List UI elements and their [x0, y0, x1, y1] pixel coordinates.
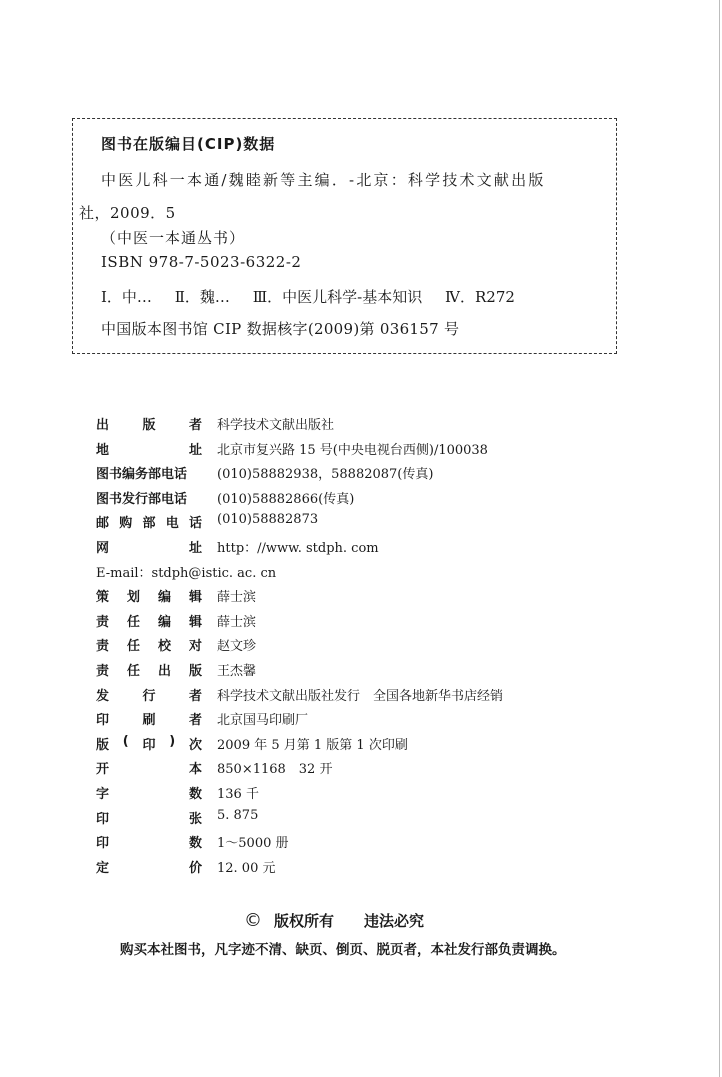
- info-label-char: 次: [188, 737, 202, 753]
- info-label-char: 出: [157, 663, 171, 679]
- info-label: [96, 635, 202, 654]
- cip-classification: [101, 286, 533, 307]
- info-label-char: 辑: [188, 590, 202, 606]
- info-label: [96, 439, 202, 458]
- info-label-char: (: [122, 733, 129, 749]
- cip-title: 图书在版编目(CIP)数据: [101, 135, 276, 153]
- info-label-char: 购: [119, 516, 133, 532]
- info-value: 薛士滨: [217, 614, 257, 630]
- info-label-char: 张: [188, 811, 202, 827]
- info-value: 850×1168 32 开: [217, 762, 333, 778]
- info-label-char: 印: [142, 737, 156, 753]
- info-label: [96, 586, 202, 605]
- info-label-char: 地: [96, 442, 110, 458]
- replacement-notice: 购买本社图书，凡字迹不清、缺页、倒页、脱页者，本社发行部负责调换。: [120, 942, 566, 958]
- info-label-char: 者: [188, 688, 202, 704]
- info-label-char: 印: [96, 713, 110, 729]
- info-value: (010)58882873: [217, 512, 319, 528]
- info-label-char: 电: [165, 516, 179, 532]
- info-label-char: 责: [96, 614, 110, 630]
- info-label-char: 行: [142, 688, 156, 704]
- cip-book-line-cont: 社，2009．5: [79, 204, 176, 222]
- info-value: 科学技术文献出版社发行 全国各地新华书店经销: [217, 688, 504, 704]
- page-edge-line: [719, 0, 720, 1077]
- info-label-char: 任: [126, 663, 140, 679]
- info-value: 5. 875: [217, 807, 259, 823]
- copyright-line: [244, 910, 424, 931]
- info-value: (010)58882866(传真): [217, 491, 355, 507]
- copyright-text: 版权所有: [274, 912, 335, 930]
- info-value: 12. 00 元: [217, 860, 276, 876]
- info-label-char: 图书发行部电话: [96, 491, 188, 507]
- cip-data-box: [72, 118, 617, 354]
- info-value: 王杰馨: [217, 663, 257, 679]
- piracy-warning: 违法必究: [364, 912, 425, 930]
- info-label-char: 校: [157, 639, 171, 655]
- info-label-char: 者: [188, 713, 202, 729]
- info-label: [96, 537, 202, 556]
- cip-record-number: 中国版本图书馆 CIP 数据核字(2009)第 036157 号: [101, 320, 460, 338]
- info-label-char: 策: [96, 590, 110, 606]
- info-label-char: 辑: [188, 614, 202, 630]
- info-label-char: 开: [96, 762, 110, 778]
- cip-isbn: ISBN 978-7-5023-6322-2: [101, 253, 302, 271]
- info-label-char: 址: [188, 540, 202, 556]
- info-label: [96, 611, 202, 630]
- info-label-char: 部: [142, 516, 156, 532]
- info-label-char: 编: [157, 590, 171, 606]
- info-value: (010)58882938，58882087(传真): [217, 467, 434, 483]
- info-label-char: 者: [188, 418, 202, 433]
- info-value: 赵文珍: [217, 639, 257, 655]
- cip-book-line: 中医儿科一本通/魏睦新等主编．-北京：科学技术文献出版: [101, 171, 546, 189]
- info-value: 136 千: [217, 786, 259, 802]
- info-label: [96, 783, 202, 802]
- info-label: [96, 808, 202, 827]
- info-label-char: 数: [188, 786, 202, 802]
- info-label-char: 版: [188, 663, 202, 679]
- info-label: [96, 414, 202, 433]
- info-label-char: 出: [96, 418, 110, 433]
- info-label-char: 邮: [96, 516, 110, 532]
- email-text: E-mail：stdph@istic. ac. cn: [96, 565, 277, 581]
- info-value: 薛士滨: [217, 590, 257, 606]
- info-label-char: 印: [96, 811, 110, 827]
- info-label: [96, 734, 202, 753]
- info-label-char: 划: [126, 590, 140, 606]
- info-label: [96, 685, 202, 704]
- info-label: [96, 857, 202, 876]
- info-label-char: 字: [96, 786, 110, 802]
- info-value: 北京国马印刷厂: [217, 713, 309, 729]
- info-label: [96, 660, 202, 679]
- info-label: [96, 758, 202, 777]
- copyright-icon: ©: [244, 910, 262, 931]
- info-value: 1～5000 册: [217, 836, 289, 852]
- info-label-char: 编: [157, 614, 171, 630]
- info-label-char: 版: [96, 737, 110, 753]
- cip-series: （中医一本通丛书）: [101, 229, 246, 247]
- info-label-char: 印: [96, 836, 110, 852]
- info-label-char: 定: [96, 860, 110, 876]
- info-label-char: 价: [188, 860, 202, 876]
- info-label-char: 网: [96, 540, 110, 556]
- info-label: [96, 709, 202, 728]
- info-label-char: 任: [126, 614, 140, 630]
- info-label-char: 址: [188, 442, 202, 458]
- info-label-char: 版: [142, 418, 156, 433]
- info-label-char: 发: [96, 688, 110, 704]
- info-label-char: 刷: [142, 713, 156, 729]
- info-label-char: 对: [188, 639, 202, 655]
- info-label: [96, 512, 202, 531]
- cip-class-item: Ⅲ．中医儿科学-基本知识: [252, 288, 423, 306]
- info-label: [96, 463, 202, 482]
- info-label-char: 责: [96, 663, 110, 679]
- info-value: http：//www. stdph. com: [217, 540, 379, 556]
- info-label: [96, 832, 202, 851]
- info-value: 2009 年 5 月第 1 版第 1 次印刷: [217, 737, 408, 753]
- info-label: [96, 488, 202, 507]
- cip-class-item: Ⅱ．魏…: [174, 288, 230, 306]
- info-label-char: 本: [188, 762, 202, 778]
- info-label-char: 话: [188, 516, 202, 532]
- info-label-char: ): [169, 733, 176, 749]
- info-label-char: 图书编务部电话: [96, 467, 188, 483]
- info-label-char: 任: [126, 639, 140, 655]
- info-label-char: 数: [188, 836, 202, 852]
- info-label-char: 责: [96, 639, 110, 655]
- info-value: 科学技术文献出版社: [217, 418, 335, 433]
- cip-class-item: Ⅳ．R272: [445, 288, 515, 306]
- cip-class-item: Ⅰ．中…: [101, 288, 152, 306]
- info-value: 北京市复兴路 15 号(中央电视台西侧)/100038: [217, 442, 488, 458]
